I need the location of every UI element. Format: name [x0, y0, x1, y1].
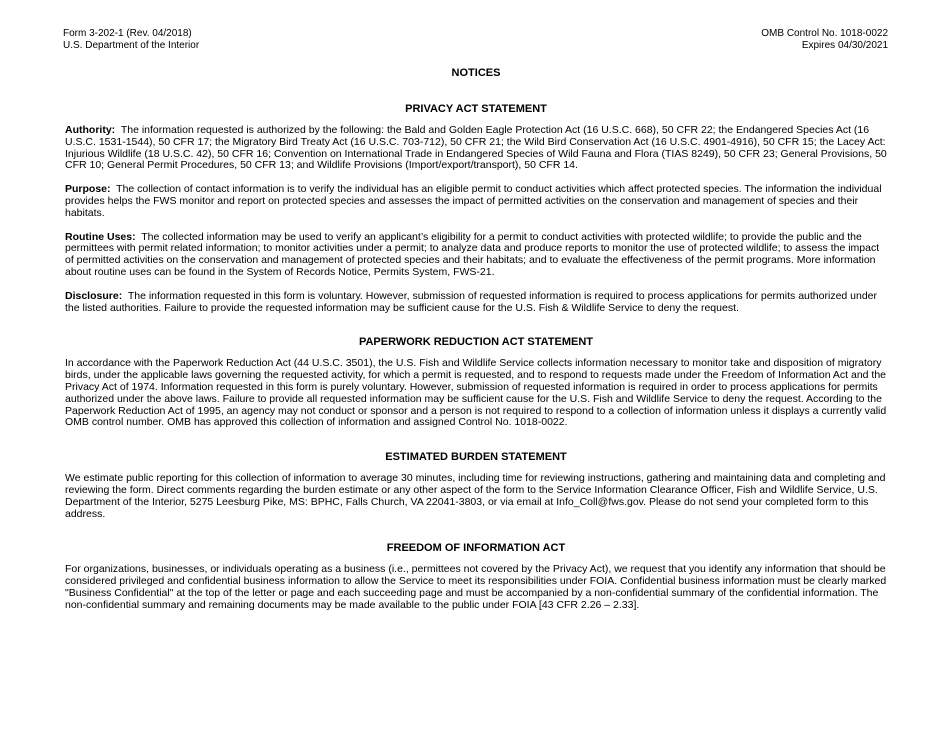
authority-text: The information requested is authorized by the following: the Bald and Golden Eagle Protection Act (16 U.S.C. 668), 50 CFR 22; the Endangered Species Act (16 U.S.C. 1531-1544), 50 CFR 17; the Migratory Bird Treaty Act (16 U.S.C. 703-712), 50 CFR 21; the Wild Bird Conservation Act (16 U.S.C. 4901-4916), 50 CFR 15; the Lacey Act: Injurious Wildlife (18 U.S.C. 42), 50 CFR 16; Convention on International Trade in Endangered Species of Wild Fauna and Flora (TIAS 8249), 50 CFR 23; General Provisions, 50 CFR 10; General Permit Procedures, 50 CFR 13; and Wildlife Provisions (Import/export/transport), 50 CFR 14.	[65, 124, 887, 172]
purpose-paragraph	[65, 184, 887, 219]
purpose-text: The collection of contact information is to verify the individual has an eligible permit to conduct activities which affect protected species. The information the individual provides helps the FWS monitor and report on protected species and assesses the impact of permitted activities on the conservation and management of species and their habitats.	[65, 183, 882, 219]
form-header-left	[63, 28, 199, 52]
paperwork-heading: PAPERWORK REDUCTION ACT STATEMENT	[358, 336, 594, 349]
omb-control-number: OMB Control No. 1018-0022	[761, 28, 888, 39]
disclosure-text: The information requested in this form is voluntary. However, submission of requested information is required to process applications for permits authorized under the listed authorities. Failure to provide the requested information may be sufficient cause for the U.S. Fish & Wildlife Service to deny the request.	[65, 289, 878, 314]
foia-section	[65, 542, 887, 611]
burden-heading: ESTIMATED BURDEN STATEMENT	[385, 451, 567, 464]
burden-text: We estimate public reporting for this collection of information to average 30 minutes, including time for reviewing instructions, gathering and maintaining data and completing and reviewing the form. Direct comments regarding the burden estimate or any other aspect of the form to the Service Information Clearance Officer, Fish and Wildlife Service, U.S. Department of the Interior, 5275 Leesburg Pike, MS: BPHC, Falls Church, VA 22041-3803, or via email at Info_Coll@fws.gov. Please do not send your completed form to this address.	[65, 472, 886, 520]
paperwork-reduction-section	[65, 336, 887, 429]
routine-uses-text: The collected information may be used to verify an applicant’s eligibility for a permit to conduct activities with protected wildlife; to provide the public and the permittees with permit related information; to monitor activities under a permit; to analyze data and produce reports to monitor the use of protected wildlife; to assess the impact of permitted activities on the conservation and management of protected species and their habitats; and to evaluate the effectiveness of the permit programs. More information about routine uses can be found in the System of Records Notice, Permits System, FWS-21.	[65, 230, 880, 278]
disclosure-paragraph	[65, 291, 887, 315]
paperwork-text: In accordance with the Paperwork Reduction Act (44 U.S.C. 3501), the U.S. Fish and Wildlife Service collects information necessary to monitor take and disposition of migratory birds, under the applicable laws governing the requested activity, for which a permit is requested, and to respond to requests made under the Freedom of Information Act and the Privacy Act of 1974. Information requested in this form is purely voluntary. However, submission of requested information is required in order to process applications for permits authorized under the above laws. Failure to provide all requested information may be sufficient cause for the U.S. Fish and Wildlife Service to deny the request. According to the Paperwork Reduction Act of 1995, an agency may not conduct or sponsor and a person is not required to respond to a collection of information unless it displays a currently valid OMB control number. OMB has approved this collection of information and assigned Control No. 1018-0022.	[65, 357, 887, 429]
routine-uses-paragraph	[65, 232, 887, 279]
purpose-label: Purpose:	[65, 183, 111, 196]
privacy-act-heading: PRIVACY ACT STATEMENT	[405, 103, 547, 115]
page-title: NOTICES	[451, 67, 501, 79]
privacy-act-section	[65, 103, 887, 314]
foia-text: For organizations, businesses, or individuals operating as a business (i.e., permittees not covered by the Privacy Act), we request that you identify any information that should be considered privileged and confidential business information to allow the Service to meet its responsibilities under FOIA. Confidential business information must be clearly marked "Business Confidential" at the top of the letter or page and each succeeding page and must be accompanied by a non-confidential summary of the confidential information. The non-confidential summary and remaining documents may be made available to the public under FOIA [43 CFR 2.26 – 2.33].	[65, 563, 887, 611]
notices-content	[65, 67, 887, 612]
burden-statement-section	[65, 451, 887, 520]
form-header-right	[761, 28, 888, 52]
authority-label: Authority:	[65, 124, 116, 136]
expiration-date: Expires 04/30/2021	[801, 40, 888, 51]
foia-heading: FREEDOM OF INFORMATION ACT	[386, 542, 566, 555]
disclosure-label: Disclosure:	[65, 289, 123, 302]
form-number: Form 3-202-1 (Rev. 04/2018)	[63, 28, 192, 39]
department-name: U.S. Department of the Interior	[63, 40, 200, 51]
routine-uses-label: Routine Uses:	[65, 230, 136, 243]
authority-paragraph	[65, 125, 887, 172]
